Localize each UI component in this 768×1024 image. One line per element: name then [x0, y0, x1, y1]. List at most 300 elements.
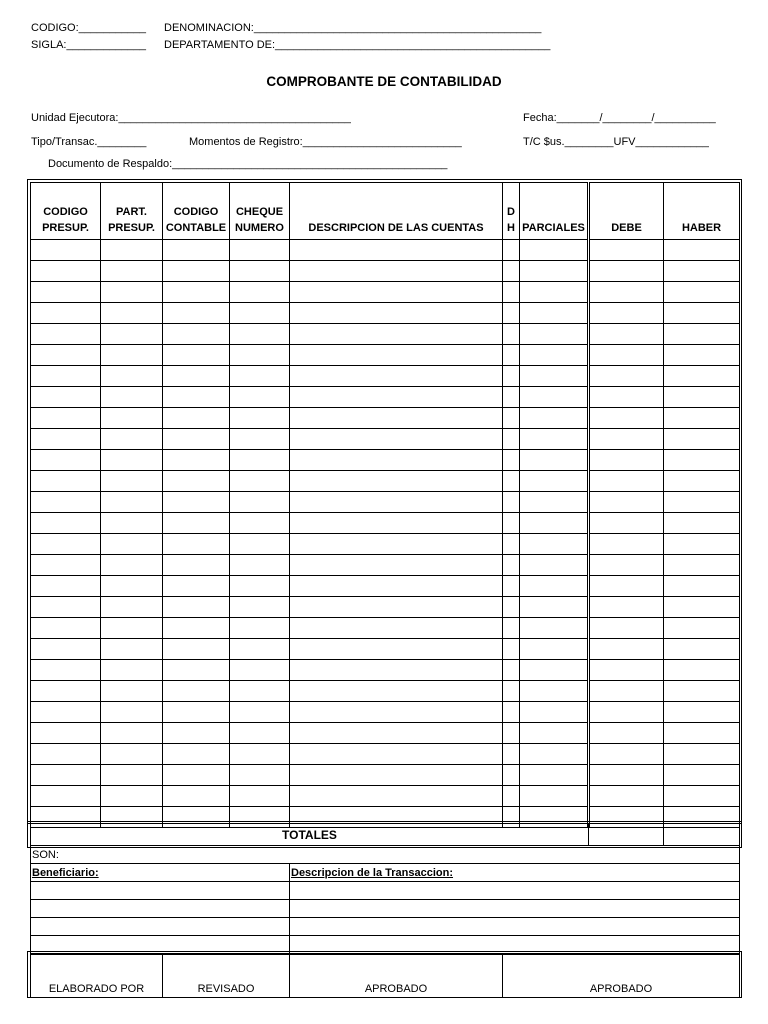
table-cell[interactable]	[503, 597, 520, 618]
table-cell[interactable]	[589, 387, 664, 408]
table-cell[interactable]	[589, 261, 664, 282]
beneficiario-line[interactable]	[31, 882, 290, 900]
table-cell[interactable]	[163, 345, 230, 366]
table-cell[interactable]	[290, 324, 503, 345]
table-cell[interactable]	[163, 450, 230, 471]
descripcion-line[interactable]	[290, 882, 740, 900]
table-cell[interactable]	[101, 639, 163, 660]
table-cell[interactable]	[31, 597, 101, 618]
table-cell[interactable]	[230, 534, 290, 555]
table-cell[interactable]	[101, 723, 163, 744]
table-cell[interactable]	[163, 471, 230, 492]
table-cell[interactable]	[230, 597, 290, 618]
table-cell[interactable]	[101, 660, 163, 681]
table-cell[interactable]	[503, 240, 520, 261]
table-cell[interactable]	[503, 534, 520, 555]
sigla-field[interactable]: SIGLA:_____________	[31, 39, 146, 51]
signatures-table	[30, 954, 740, 998]
table-cell[interactable]	[503, 282, 520, 303]
table-cell[interactable]	[101, 786, 163, 807]
table-cell[interactable]	[664, 513, 740, 534]
table-cell[interactable]	[101, 387, 163, 408]
table-cell[interactable]	[589, 492, 664, 513]
table-cell[interactable]	[664, 576, 740, 597]
table-cell[interactable]	[101, 597, 163, 618]
table-row	[31, 282, 740, 303]
table-cell[interactable]	[230, 618, 290, 639]
table-cell[interactable]	[290, 513, 503, 534]
table-cell[interactable]	[589, 639, 664, 660]
table-cell[interactable]	[589, 429, 664, 450]
beneficiario-line[interactable]	[31, 918, 290, 936]
column-header-haber: HABER	[664, 183, 740, 240]
table-cell[interactable]	[503, 555, 520, 576]
table-cell[interactable]	[31, 387, 101, 408]
table-cell[interactable]	[230, 261, 290, 282]
table-cell[interactable]	[31, 240, 101, 261]
descripcion-line[interactable]	[290, 900, 740, 918]
table-cell[interactable]	[31, 324, 101, 345]
table-cell[interactable]	[163, 534, 230, 555]
table-cell[interactable]	[589, 324, 664, 345]
table-cell[interactable]	[230, 387, 290, 408]
table-cell[interactable]	[520, 744, 589, 765]
denominacion-field[interactable]: DENOMINACION:_______________________________________________	[164, 22, 542, 34]
table-cell[interactable]	[163, 597, 230, 618]
table-cell[interactable]	[664, 261, 740, 282]
table-cell[interactable]	[101, 282, 163, 303]
table-cell[interactable]	[230, 324, 290, 345]
table-cell[interactable]	[503, 723, 520, 744]
table-cell[interactable]	[520, 471, 589, 492]
table-row	[31, 597, 740, 618]
table-cell[interactable]	[664, 744, 740, 765]
table-cell[interactable]	[163, 366, 230, 387]
table-cell[interactable]	[589, 303, 664, 324]
totals-table	[30, 823, 740, 846]
table-cell[interactable]	[589, 555, 664, 576]
table-cell[interactable]	[290, 408, 503, 429]
table-cell[interactable]	[101, 408, 163, 429]
table-cell[interactable]	[664, 723, 740, 744]
table-cell[interactable]	[664, 786, 740, 807]
documento-respaldo-field[interactable]: Documento de Respaldo:_____________________________________________	[48, 158, 448, 170]
table-cell[interactable]	[290, 702, 503, 723]
table-cell[interactable]	[31, 471, 101, 492]
table-cell[interactable]	[589, 723, 664, 744]
table-cell[interactable]	[101, 555, 163, 576]
column-header-part-presup: PART. PRESUP.	[101, 183, 163, 240]
table-cell[interactable]	[290, 429, 503, 450]
table-cell[interactable]	[101, 576, 163, 597]
table-cell[interactable]	[664, 345, 740, 366]
table-cell[interactable]	[290, 555, 503, 576]
table-cell[interactable]	[163, 513, 230, 534]
table-cell[interactable]	[163, 576, 230, 597]
table-cell[interactable]	[101, 744, 163, 765]
table-cell[interactable]	[520, 618, 589, 639]
tipo-cambio-field[interactable]: T/C $us.________UFV____________	[523, 136, 709, 148]
column-header-codigo-contable: CODIGO CONTABLE	[163, 183, 230, 240]
table-cell[interactable]	[589, 240, 664, 261]
table-cell[interactable]	[589, 618, 664, 639]
table-row	[31, 324, 740, 345]
table-cell[interactable]	[290, 723, 503, 744]
table-cell[interactable]	[520, 534, 589, 555]
table-cell[interactable]	[664, 303, 740, 324]
table-cell[interactable]	[230, 282, 290, 303]
table-cell[interactable]	[520, 429, 589, 450]
table-cell[interactable]	[503, 345, 520, 366]
table-cell[interactable]	[520, 450, 589, 471]
table-cell[interactable]	[589, 534, 664, 555]
beneficiario-line[interactable]	[31, 900, 290, 918]
table-cell[interactable]	[589, 471, 664, 492]
table-cell[interactable]	[664, 492, 740, 513]
bottom-section	[30, 845, 740, 954]
codigo-field[interactable]: CODIGO:___________	[31, 22, 146, 34]
table-cell[interactable]	[503, 660, 520, 681]
aprobado-cell-2[interactable]: APROBADO	[503, 955, 740, 998]
table-row	[31, 576, 740, 597]
table-cell[interactable]	[589, 660, 664, 681]
table-cell[interactable]	[31, 534, 101, 555]
table-cell[interactable]	[503, 366, 520, 387]
table-cell[interactable]	[503, 681, 520, 702]
table-cell[interactable]	[230, 702, 290, 723]
table-cell[interactable]	[163, 702, 230, 723]
table-cell[interactable]	[163, 765, 230, 786]
table-cell[interactable]	[31, 513, 101, 534]
table-row	[31, 744, 740, 765]
table-cell[interactable]	[101, 471, 163, 492]
table-cell[interactable]	[163, 429, 230, 450]
table-cell[interactable]	[664, 597, 740, 618]
table-cell[interactable]	[230, 681, 290, 702]
table-cell[interactable]	[520, 345, 589, 366]
table-cell[interactable]	[31, 345, 101, 366]
table-cell[interactable]	[31, 261, 101, 282]
table-cell[interactable]	[163, 240, 230, 261]
table-cell[interactable]	[589, 282, 664, 303]
table-cell[interactable]	[664, 471, 740, 492]
table-cell[interactable]	[503, 765, 520, 786]
son-field[interactable]: SON:	[31, 846, 740, 864]
table-cell[interactable]	[230, 240, 290, 261]
table-cell[interactable]	[163, 387, 230, 408]
table-cell[interactable]	[520, 282, 589, 303]
table-cell[interactable]	[664, 618, 740, 639]
table-cell[interactable]	[664, 282, 740, 303]
table-cell[interactable]	[101, 513, 163, 534]
departamento-field[interactable]: DEPARTAMENTO DE:_____________________________________________	[164, 39, 551, 51]
table-cell[interactable]	[503, 744, 520, 765]
table-cell[interactable]	[589, 765, 664, 786]
table-cell[interactable]	[163, 303, 230, 324]
table-cell[interactable]	[290, 639, 503, 660]
revisado-cell[interactable]: REVISADO	[163, 955, 290, 998]
table-cell[interactable]	[290, 765, 503, 786]
table-cell[interactable]	[31, 492, 101, 513]
table-cell[interactable]	[520, 387, 589, 408]
table-cell[interactable]	[31, 660, 101, 681]
table-cell[interactable]	[589, 702, 664, 723]
table-cell[interactable]	[31, 618, 101, 639]
table-cell[interactable]	[230, 366, 290, 387]
table-cell[interactable]	[230, 555, 290, 576]
table-cell[interactable]	[520, 261, 589, 282]
table-cell[interactable]	[589, 681, 664, 702]
table-cell[interactable]	[290, 387, 503, 408]
table-cell[interactable]	[230, 303, 290, 324]
table-cell[interactable]	[664, 408, 740, 429]
table-cell[interactable]	[290, 345, 503, 366]
table-cell[interactable]	[163, 744, 230, 765]
column-header-dh: D H	[503, 183, 520, 240]
table-cell[interactable]	[31, 429, 101, 450]
table-cell[interactable]	[31, 450, 101, 471]
table-cell[interactable]	[290, 471, 503, 492]
table-cell[interactable]	[664, 702, 740, 723]
unidad-ejecutora-field[interactable]: Unidad Ejecutora:______________________________________	[31, 112, 351, 124]
table-cell[interactable]	[290, 240, 503, 261]
table-cell[interactable]	[520, 723, 589, 744]
table-cell[interactable]	[230, 429, 290, 450]
table-cell[interactable]	[290, 534, 503, 555]
table-cell[interactable]	[503, 450, 520, 471]
table-cell[interactable]	[589, 366, 664, 387]
table-row	[31, 660, 740, 681]
table-cell[interactable]	[290, 744, 503, 765]
column-header-codigo-presup: CODIGO PRESUP.	[31, 183, 101, 240]
table-cell[interactable]	[101, 261, 163, 282]
table-cell[interactable]	[101, 345, 163, 366]
table-cell[interactable]	[31, 765, 101, 786]
table-cell[interactable]	[520, 597, 589, 618]
table-row	[31, 387, 740, 408]
table-cell[interactable]	[503, 261, 520, 282]
table-cell[interactable]	[520, 765, 589, 786]
table-cell[interactable]	[163, 282, 230, 303]
table-cell[interactable]	[589, 408, 664, 429]
table-cell[interactable]	[31, 366, 101, 387]
table-cell[interactable]	[664, 639, 740, 660]
table-cell[interactable]	[163, 408, 230, 429]
table-row	[31, 366, 740, 387]
table-cell[interactable]	[520, 681, 589, 702]
table-cell[interactable]	[290, 618, 503, 639]
table-cell[interactable]	[230, 408, 290, 429]
table-cell[interactable]	[503, 492, 520, 513]
table-cell[interactable]	[520, 324, 589, 345]
table-header-row	[31, 183, 740, 240]
table-cell[interactable]	[503, 471, 520, 492]
table-cell[interactable]	[589, 744, 664, 765]
table-cell[interactable]	[290, 366, 503, 387]
table-cell[interactable]	[101, 450, 163, 471]
table-row	[31, 345, 740, 366]
table-cell[interactable]	[290, 450, 503, 471]
table-row	[31, 702, 740, 723]
table-cell[interactable]	[664, 240, 740, 261]
table-cell[interactable]	[290, 681, 503, 702]
table-cell[interactable]	[503, 786, 520, 807]
table-cell[interactable]	[31, 282, 101, 303]
table-cell[interactable]	[290, 261, 503, 282]
table-cell[interactable]	[520, 786, 589, 807]
table-cell[interactable]	[230, 639, 290, 660]
table-cell[interactable]	[230, 471, 290, 492]
table-cell[interactable]	[664, 534, 740, 555]
table-cell[interactable]	[230, 744, 290, 765]
table-cell[interactable]	[520, 240, 589, 261]
table-cell[interactable]	[101, 324, 163, 345]
table-cell[interactable]	[31, 555, 101, 576]
aprobado-cell[interactable]: APROBADO	[290, 955, 503, 998]
elaborado-por-cell[interactable]: ELABORADO POR	[31, 955, 163, 998]
table-cell[interactable]	[290, 597, 503, 618]
table-cell[interactable]	[230, 345, 290, 366]
page-title: COMPROBANTE DE CONTABILIDAD	[266, 74, 502, 89]
table-cell[interactable]	[520, 408, 589, 429]
table-cell[interactable]	[230, 765, 290, 786]
table-cell[interactable]	[664, 555, 740, 576]
table-cell[interactable]	[163, 681, 230, 702]
table-cell[interactable]	[664, 681, 740, 702]
table-cell[interactable]	[31, 681, 101, 702]
total-debe-cell[interactable]	[589, 824, 664, 846]
table-cell[interactable]	[163, 261, 230, 282]
table-cell[interactable]	[589, 576, 664, 597]
table-cell[interactable]	[290, 492, 503, 513]
table-cell[interactable]	[101, 681, 163, 702]
table-cell[interactable]	[230, 513, 290, 534]
table-cell[interactable]	[163, 786, 230, 807]
column-header-parciales: PARCIALES	[520, 183, 589, 240]
table-cell[interactable]	[101, 492, 163, 513]
momentos-registro-field[interactable]: Momentos de Registro:__________________________	[189, 136, 462, 148]
table-cell[interactable]	[31, 639, 101, 660]
table-cell[interactable]	[163, 555, 230, 576]
fecha-field[interactable]: Fecha:_______/________/__________	[523, 112, 716, 124]
table-cell[interactable]	[664, 660, 740, 681]
table-row	[31, 681, 740, 702]
table-cell[interactable]	[503, 618, 520, 639]
table-cell[interactable]	[664, 387, 740, 408]
table-cell[interactable]	[101, 303, 163, 324]
table-row	[31, 303, 740, 324]
table-cell[interactable]	[589, 345, 664, 366]
table-cell[interactable]	[163, 639, 230, 660]
table-cell[interactable]	[31, 702, 101, 723]
table-cell[interactable]	[589, 597, 664, 618]
table-cell[interactable]	[520, 303, 589, 324]
table-cell[interactable]	[503, 576, 520, 597]
table-cell[interactable]	[520, 555, 589, 576]
table-cell[interactable]	[163, 660, 230, 681]
table-cell[interactable]	[31, 303, 101, 324]
table-cell[interactable]	[503, 324, 520, 345]
table-cell[interactable]	[101, 765, 163, 786]
table-cell[interactable]	[503, 513, 520, 534]
table-cell[interactable]	[230, 450, 290, 471]
table-cell[interactable]	[503, 303, 520, 324]
table-cell[interactable]	[290, 576, 503, 597]
tipo-transac-field[interactable]: Tipo/Transac.________	[31, 136, 147, 148]
table-row	[31, 555, 740, 576]
table-cell[interactable]	[290, 660, 503, 681]
table-cell[interactable]	[589, 513, 664, 534]
table-cell[interactable]	[230, 723, 290, 744]
table-cell[interactable]	[31, 786, 101, 807]
table-row	[31, 765, 740, 786]
table-cell[interactable]	[664, 450, 740, 471]
table-cell[interactable]	[101, 429, 163, 450]
table-cell[interactable]	[589, 786, 664, 807]
table-cell[interactable]	[664, 366, 740, 387]
table-cell[interactable]	[163, 723, 230, 744]
table-cell[interactable]	[664, 429, 740, 450]
table-cell[interactable]	[664, 765, 740, 786]
table-cell[interactable]	[520, 702, 589, 723]
table-cell[interactable]	[101, 702, 163, 723]
table-row	[31, 513, 740, 534]
table-cell[interactable]	[520, 492, 589, 513]
table-cell[interactable]	[230, 660, 290, 681]
table-cell[interactable]	[520, 513, 589, 534]
table-cell[interactable]	[503, 702, 520, 723]
table-cell[interactable]	[503, 429, 520, 450]
table-cell[interactable]	[31, 723, 101, 744]
table-cell[interactable]	[31, 576, 101, 597]
table-cell[interactable]	[163, 618, 230, 639]
table-cell[interactable]	[230, 576, 290, 597]
table-cell[interactable]	[290, 303, 503, 324]
table-row	[31, 261, 740, 282]
table-cell[interactable]	[503, 639, 520, 660]
table-cell[interactable]	[163, 324, 230, 345]
table-cell[interactable]	[664, 324, 740, 345]
table-cell[interactable]	[290, 282, 503, 303]
table-cell[interactable]	[101, 534, 163, 555]
table-cell[interactable]	[230, 786, 290, 807]
descripcion-transaccion-label: Descripcion de la Transaccion:	[290, 864, 740, 882]
table-row	[31, 534, 740, 555]
table-cell[interactable]	[290, 786, 503, 807]
table-cell[interactable]	[163, 492, 230, 513]
table-cell[interactable]	[101, 618, 163, 639]
descripcion-line[interactable]	[290, 918, 740, 936]
total-haber-cell[interactable]	[664, 824, 740, 846]
totals-label: TOTALES	[31, 824, 589, 846]
table-cell[interactable]	[520, 366, 589, 387]
table-cell[interactable]	[520, 576, 589, 597]
table-cell[interactable]	[101, 240, 163, 261]
column-header-cheque-numero: CHEQUE NUMERO	[230, 183, 290, 240]
table-cell[interactable]	[520, 660, 589, 681]
table-cell[interactable]	[520, 639, 589, 660]
table-cell[interactable]	[31, 744, 101, 765]
table-cell[interactable]	[503, 408, 520, 429]
table-row	[31, 492, 740, 513]
table-cell[interactable]	[589, 450, 664, 471]
beneficiario-label: Beneficiario:	[31, 864, 290, 882]
table-cell[interactable]	[101, 366, 163, 387]
table-row	[31, 786, 740, 807]
table-cell[interactable]	[31, 408, 101, 429]
table-cell[interactable]	[503, 387, 520, 408]
table-cell[interactable]	[230, 492, 290, 513]
